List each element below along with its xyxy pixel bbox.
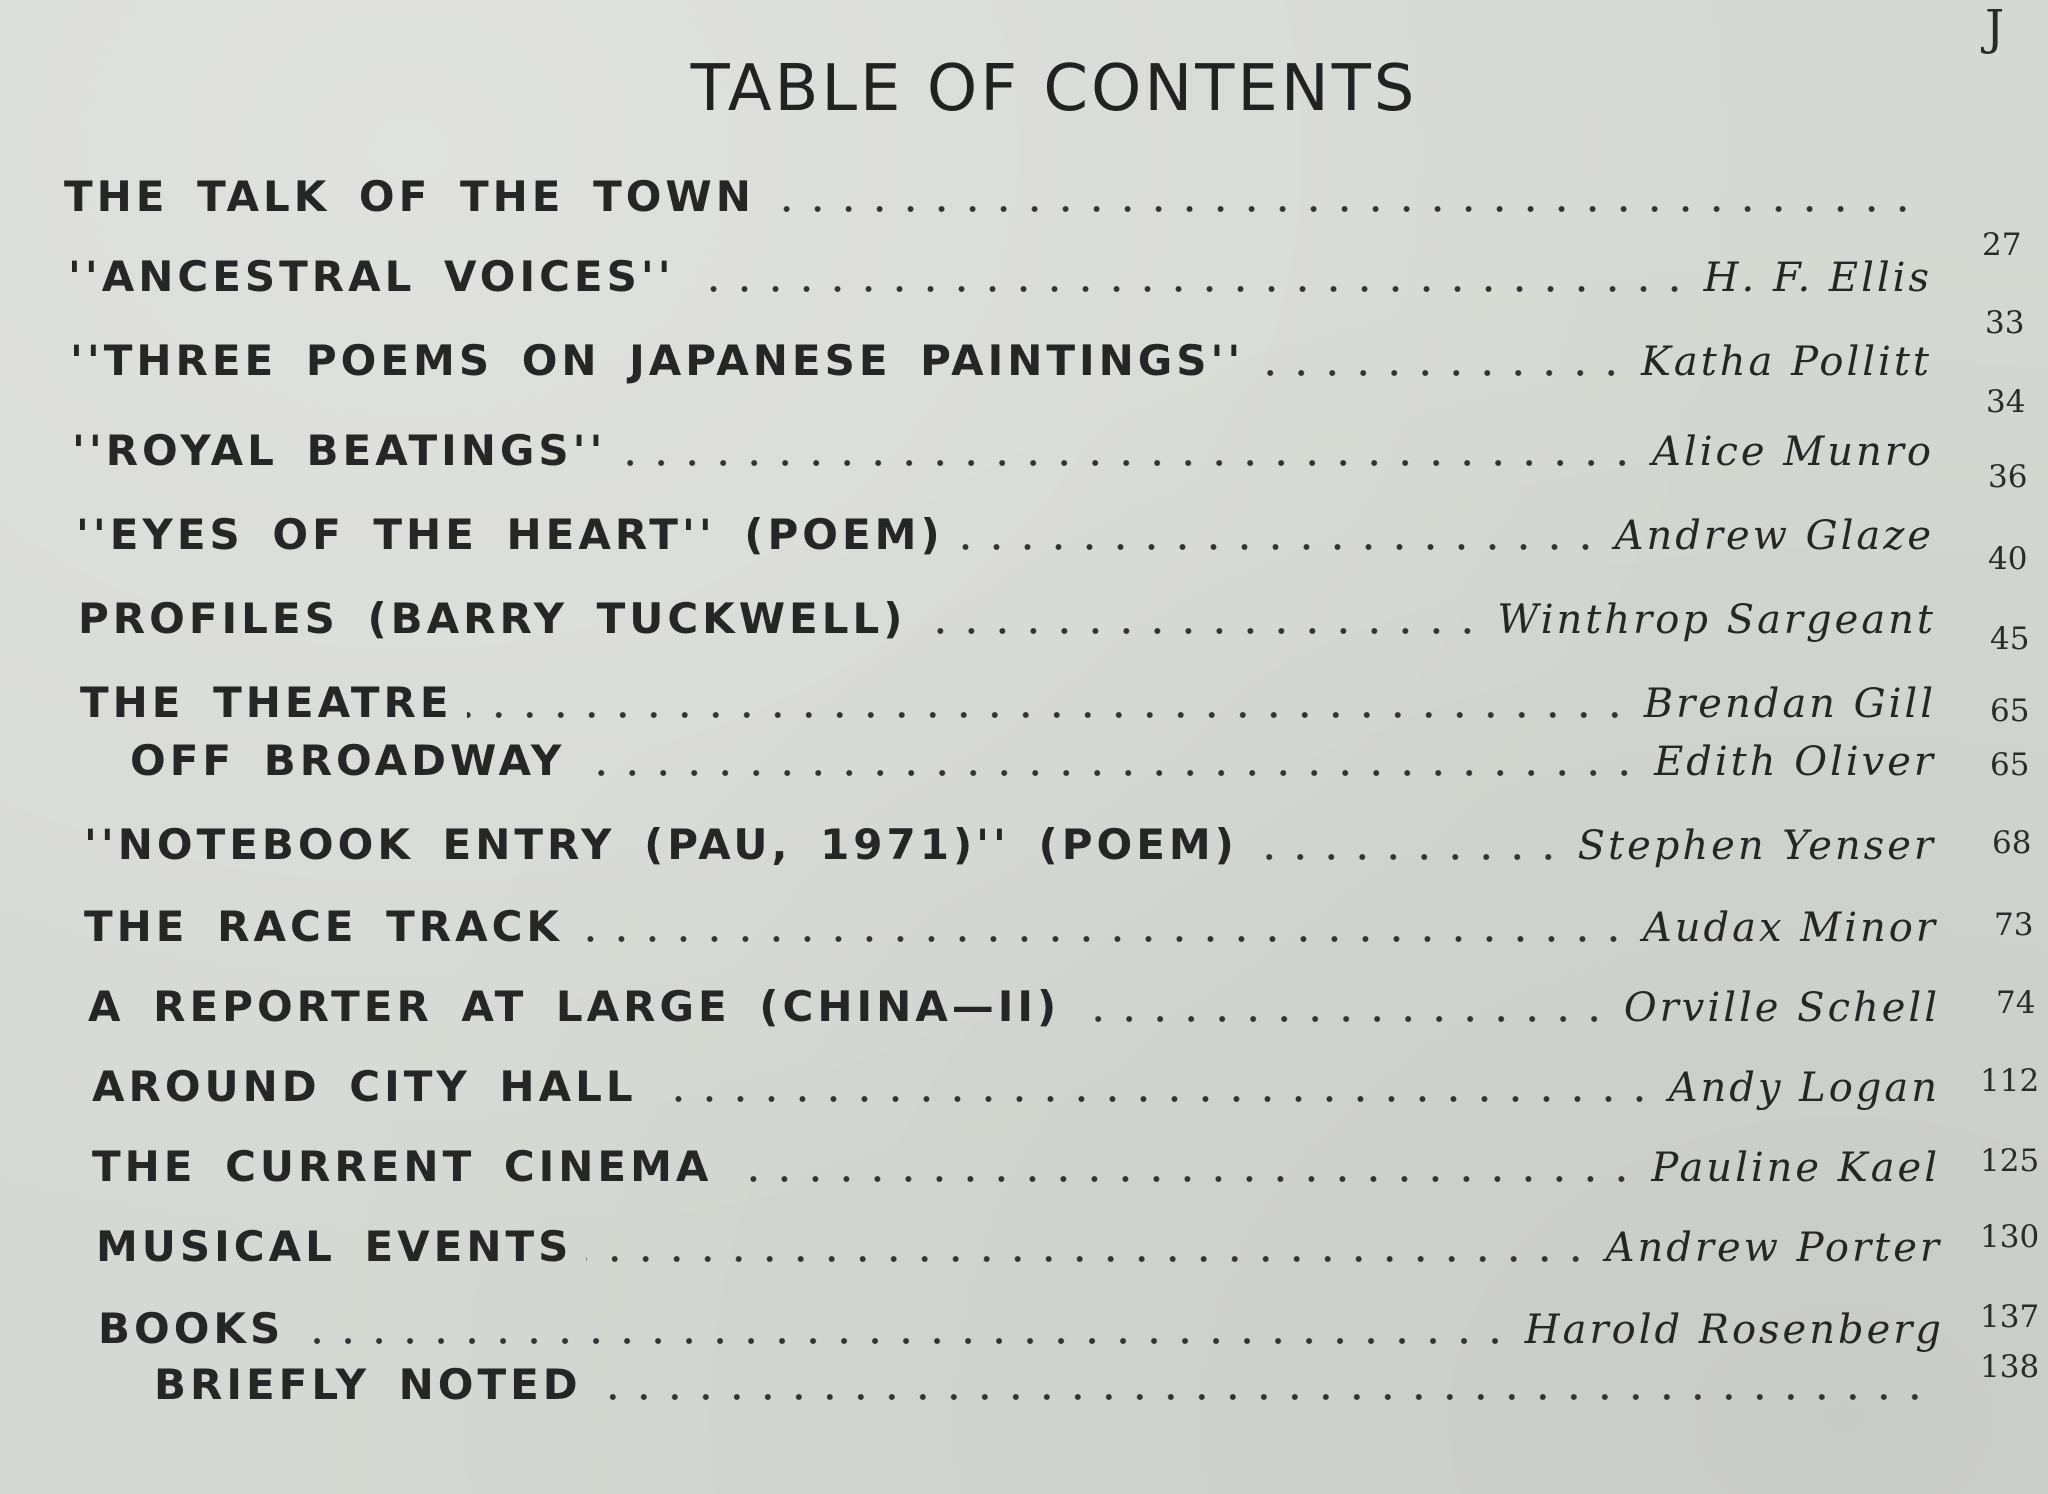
entry-author: Andrew Porter bbox=[1605, 1225, 1942, 1271]
dot-leader bbox=[596, 1392, 1930, 1402]
entry-page-number: 137 bbox=[1980, 1299, 2040, 1335]
entry-author: Edith Oliver bbox=[1654, 739, 1936, 785]
entry-page-number: 65 bbox=[1990, 693, 2030, 729]
toc-entry-off-broadway[interactable] bbox=[130, 722, 1936, 785]
entry-title: THE RACE TRACK bbox=[84, 902, 563, 951]
entry-title: OFF BROADWAY bbox=[130, 736, 566, 785]
dot-leader bbox=[726, 1174, 1637, 1184]
entry-title: AROUND CITY HALL bbox=[92, 1062, 637, 1111]
entry-page-number: 65 bbox=[1990, 747, 2030, 783]
entry-title: ''EYES OF THE HEART'' (POEM) bbox=[76, 510, 944, 559]
entry-title: BRIEFLY NOTED bbox=[154, 1360, 582, 1409]
entry-author: Alice Munro bbox=[1652, 429, 1934, 475]
entry-page-number: 112 bbox=[1980, 1063, 2040, 1099]
dot-leader bbox=[689, 284, 1690, 294]
toc-entry-notebook-entry[interactable] bbox=[84, 806, 1936, 869]
entry-author: Harold Rosenberg bbox=[1524, 1307, 1944, 1353]
entry-title: THE CURRENT CINEMA bbox=[92, 1142, 713, 1191]
toc-entry-current-cinema[interactable] bbox=[92, 1128, 1940, 1191]
dot-leader bbox=[769, 204, 1918, 214]
dot-leader bbox=[920, 626, 1483, 636]
entry-author: Brendan Gill bbox=[1643, 681, 1936, 727]
toc-entry-profiles[interactable] bbox=[78, 580, 1936, 643]
entry-page-number: 74 bbox=[1996, 985, 2036, 1021]
entry-author: Audax Minor bbox=[1642, 905, 1938, 951]
toc-entry-royal-beatings[interactable] bbox=[72, 412, 1934, 475]
dot-leader bbox=[958, 542, 1601, 552]
entry-title: BOOKS bbox=[98, 1304, 285, 1353]
entry-page-number: 130 bbox=[1980, 1219, 2040, 1255]
toc-entry-the-theatre[interactable] bbox=[80, 664, 1936, 727]
dot-leader bbox=[1074, 1014, 1610, 1024]
entry-title: THE TALK OF THE TOWN bbox=[64, 172, 755, 221]
entry-page-number: 34 bbox=[1986, 384, 2026, 420]
entry-author: Orville Schell bbox=[1623, 985, 1940, 1031]
entry-title: ''ANCESTRAL VOICES'' bbox=[68, 252, 675, 301]
entry-title: ''NOTEBOOK ENTRY (PAU, 1971)'' (POEM) bbox=[84, 820, 1238, 869]
dot-leader bbox=[1252, 852, 1564, 862]
entry-author: Stephen Yenser bbox=[1577, 823, 1936, 869]
dot-leader bbox=[620, 458, 1638, 468]
dot-leader bbox=[1258, 368, 1627, 378]
page-corner-mark: J bbox=[1985, 0, 2005, 56]
entry-author: Andy Logan bbox=[1668, 1065, 1940, 1111]
entry-author: Winthrop Sargeant bbox=[1497, 597, 1936, 643]
entry-title: MUSICAL EVENTS bbox=[96, 1222, 573, 1271]
toc-entry-around-city-hall[interactable] bbox=[92, 1048, 1940, 1111]
entry-title: THE THEATRE bbox=[80, 678, 453, 727]
dot-leader bbox=[577, 934, 1629, 944]
toc-entry-briefly-noted[interactable] bbox=[154, 1346, 1944, 1409]
dot-leader bbox=[579, 768, 1640, 778]
entry-title: ''THREE POEMS ON JAPANESE PAINTINGS'' bbox=[70, 336, 1245, 385]
dot-leader bbox=[298, 1336, 1511, 1346]
entry-title: ''ROYAL BEATINGS'' bbox=[72, 426, 607, 475]
toc-entry-ancestral-voices[interactable] bbox=[68, 238, 1932, 301]
entry-page-number: 45 bbox=[1990, 621, 2030, 657]
page-title: TABLE OF CONTENTS bbox=[690, 52, 1418, 126]
toc-entry-books[interactable] bbox=[98, 1290, 1944, 1353]
dot-leader bbox=[586, 1254, 1591, 1264]
entry-page-number: 138 bbox=[1980, 1349, 2040, 1385]
entry-page-number: 36 bbox=[1988, 459, 2028, 495]
entry-author: Pauline Kael bbox=[1651, 1145, 1940, 1191]
dot-leader bbox=[467, 710, 1630, 720]
dot-leader bbox=[651, 1094, 1655, 1104]
toc-entry-three-poems[interactable] bbox=[70, 322, 1932, 385]
entry-page-number: 40 bbox=[1988, 541, 2028, 577]
entry-page-number: 68 bbox=[1992, 825, 2032, 861]
entry-page-number: 125 bbox=[1980, 1143, 2040, 1179]
entry-page-number: 73 bbox=[1994, 907, 2034, 943]
toc-entry-musical-events[interactable] bbox=[96, 1208, 1942, 1271]
entry-title: PROFILES (BARRY TUCKWELL) bbox=[78, 594, 907, 643]
entry-author: Andrew Glaze bbox=[1614, 513, 1934, 559]
entry-page-number: 27 bbox=[1982, 227, 2022, 263]
toc-entry-race-track[interactable] bbox=[84, 888, 1938, 951]
entry-author: H. F. Ellis bbox=[1703, 255, 1932, 301]
entry-page-number: 33 bbox=[1985, 305, 2025, 341]
toc-entry-talk-of-the-town[interactable] bbox=[64, 158, 1932, 221]
toc-entry-reporter-at-large[interactable] bbox=[88, 968, 1940, 1031]
entry-title: A REPORTER AT LARGE (CHINA—II) bbox=[88, 982, 1061, 1031]
entry-author: Katha Pollitt bbox=[1640, 339, 1932, 385]
toc-entry-eyes-of-the-heart[interactable] bbox=[76, 496, 1934, 559]
